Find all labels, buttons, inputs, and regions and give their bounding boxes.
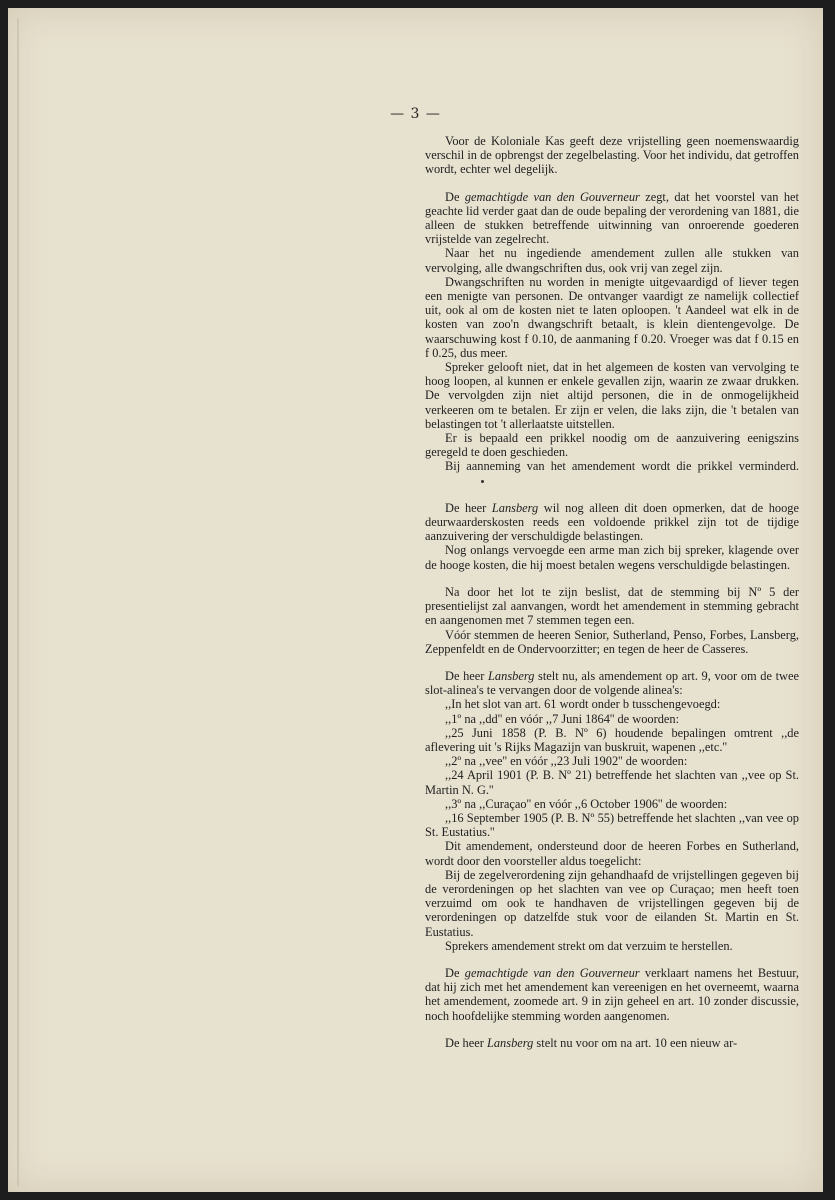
paragraph: De heer Lansberg stelt nu voor om na art. 10 een nieuw ar- [445, 1035, 738, 1050]
paragraph: Er is bepaald een prikkel noodig om de aanzuivering eenigszins geregeld te doen geschieden. [425, 431, 799, 460]
paragraph: De gemachtigde van den Gouverneur zegt, dat het voorstel van het geachte lid verder gaat dan de oude bepaling der verordening van 1881, die alleen de stukken betreffende uitwinning van onroerende goederen vrijstelde van zegelrecht. [425, 189, 799, 247]
page-fold-edge [17, 18, 19, 1186]
page-number: — 3 — [390, 106, 441, 122]
paragraph: Na door het lot te zijn beslist, dat de stemming bij Nº 5 der presentielijst zal aanvangen, wordt het amendement in stemming gebracht en aangenomen met 7 stemmen tegen een. [425, 584, 799, 628]
paragraph: De heer Lansberg wil nog alleen dit doen opmerken, dat de hooge deurwaarderskosten reeds een voldoende prikkel zijn tot de tijdige aanzuivering der verschuldigde belastingen. [425, 500, 799, 544]
quoted-line: ,,24 April 1901 (P. B. Nº 21) betreffende het slachten van ,,vee op St. Martin N. G.'' [425, 768, 799, 797]
paragraph: Dwangschriften nu worden in menigte uitgevaardigd of liever tegen een menigte van personen. De ontvanger vaardigt ze namelijk collectief uit, ook al om de kosten niet te laten oploopen. 't Aandeel wat elk in de kosten van zoo'n dwangschrift betaalt, is klein dientengevolge. De waarschuwing kost f 0.10, de aanmaning f 0.20. Vroeger was dat f 0.15 en f 0.25, dus meer. [425, 274, 799, 360]
paragraph: Voor de Koloniale Kas geeft deze vrijstelling geen noemenswaardig verschil in de opbrengst der zegelbelasting. Voor het individu, dat getroffen wordt, echter wel degelijk. [425, 134, 799, 177]
quoted-line: ,,1º na ,,dd'' en vóór ,,7 Juni 1864'' de woorden: [445, 711, 680, 726]
document-page [8, 8, 823, 1192]
paragraph: Dit amendement, ondersteund door de heeren Forbes en Sutherland, wordt door den voorsteller aldus toegelicht: [425, 839, 799, 868]
paragraph: Nog onlangs vervoegde een arme man zich bij spreker, klagende over de hooge kosten, die hij moest betalen wegens verschuldigde belastingen. [425, 543, 799, 572]
paragraph: De gemachtigde van den Gouverneur verklaart namens het Bestuur, dat hij zich met het amendement kan vereenigen en het overneemt, waarna het amendement, zoomede art. 9 in zijn geheel en art. 10 zonder discussie, noch hoofdelijke stemming worden aangenomen. [425, 965, 799, 1023]
quoted-line: ,,2º na ,,vee'' en vóór ,,23 Juli 1902'' de woorden: [445, 754, 688, 769]
quoted-line: ,,25 Juni 1858 (P. B. Nº 6) houdende bepalingen omtrent ,,de aflevering uit 's Rijks Magazijn van buskruit, wapenen ,,etc.'' [425, 725, 799, 754]
paragraph: De heer Lansberg stelt nu, als amendement op art. 9, voor om de twee slot-alinea's te vervangen door de volgende alinea's: [425, 668, 799, 698]
paragraph: Sprekers amendement strekt om dat verzuim te herstellen. [445, 938, 733, 953]
ink-dot [481, 480, 484, 483]
paragraph: Spreker gelooft niet, dat in het algemeen de kosten van vervolging te hoog loopen, al kunnen er enkele gevallen zijn, waarin ze zwaar drukken. De vervolgden zijn niet altijd personen, die in de onmogelijkheid verkeeren om te betalen. Er zijn er velen, die laks zijn, die 't betalen van belastingen tot 't allerlaatste uitstellen. [425, 360, 799, 431]
paragraph: Bij aanneming van het amendement wordt die prikkel verminderd. [425, 459, 799, 487]
quoted-line: ,,3º na ,,Curaçao'' en vóór ,,6 October 1906'' de woorden: [445, 796, 728, 811]
quoted-line: ,,16 September 1905 (P. B. Nº 55) betreffende het slachten ,,van vee op St. Eustatius.'' [425, 810, 799, 840]
quoted-line: ,,In het slot van art. 61 wordt onder b tusschengevoegd: [445, 697, 721, 712]
paragraph: Bij de zegelverordening zijn gehandhaafd de vrijstellingen gegeven bij de verordeningen op het slachten van vee op Curaçao; men heeft toen verzuimd om ook te handhaven de vrijstellingen gegeven bij de verordeningen op datzelfde stuk voor de eilanden St. Martin en St. Eustatius. [425, 867, 799, 939]
paragraph: Naar het nu ingediende amendement zullen alle stukken van vervolging, alle dwangschriften dus, ook vrij van zegel zijn. [425, 246, 799, 275]
body-text [425, 134, 799, 1050]
paragraph: Vóór stemmen de heeren Senior, Sutherland, Penso, Forbes, Lansberg, Zeppenfeldt en de Ondervoorzitter; en tegen de heer de Casseres. [425, 627, 799, 656]
